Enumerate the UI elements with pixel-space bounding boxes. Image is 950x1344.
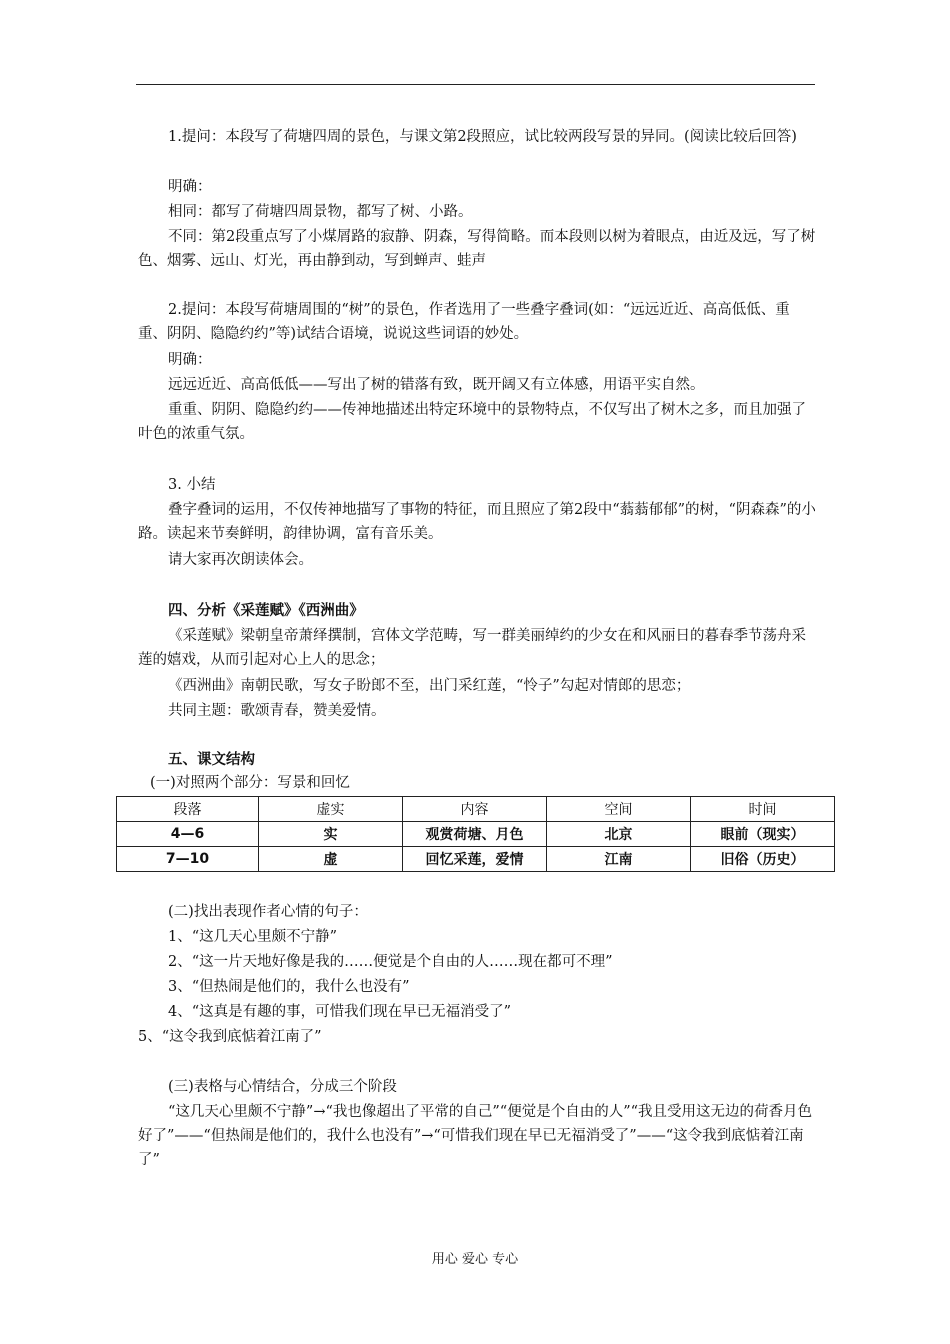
table-header: 内容 — [403, 797, 547, 822]
table-header: 虚实 — [259, 797, 403, 822]
answer-label-2: 明确： — [168, 352, 212, 368]
page-footer: 用心 爱心 专心 — [431, 1252, 519, 1267]
structure-subtitle-1: (一)对照两个部分：写景和回忆 — [150, 775, 350, 791]
summary-read: 请大家再次朗读体会。 — [168, 552, 313, 568]
question-1: 1.提问：本段写了荷塘四周的景色，与课文第2段照应，试比较两段写景的异同。(阅读比较后回答) — [168, 129, 797, 145]
structure-subtitle-3: (三)表格与心情结合，分成三个阶段 — [168, 1079, 397, 1095]
table-cell: 回忆采莲，爱情 — [403, 847, 547, 872]
list-item: 3、“但热闹是他们的，我什么也没有” — [168, 979, 410, 995]
answer-diff: 不同：第2段重点写了小煤屑路的寂静、阴森，写得简略。而本段则以树为着眼点，由近及远，写了树色、烟雾、远山、灯光，再由静到动，写到蝉声、蛙声 — [138, 229, 816, 269]
section-5-heading: 五、课文结构 — [168, 752, 255, 768]
list-item: 4、“这真是有趣的事，可惜我们现在早已无福消受了” — [168, 1004, 512, 1020]
answer-2-1: 远远近近、高高低低——写出了树的错落有致，既开阔又有立体感，用语平实自然。 — [168, 377, 705, 393]
list-item: 1、“这几天心里颇不宁静” — [168, 929, 338, 945]
answer-2-2: 重重、阴阴、隐隐约约——传神地描述出特定环境中的景物特点，不仅写出了树木之多，而且加强了叶色的浓重气氛。 — [138, 402, 806, 442]
table-header: 时间 — [691, 797, 835, 822]
table-cell: 7—10 — [117, 847, 259, 872]
list-item: 2、“这一片天地好像是我的……便觉是个自由的人……现在都可不理” — [168, 954, 613, 970]
answer-same: 相同：都写了荷塘四周景物，都写了树、小路。 — [168, 204, 473, 220]
structure-subtitle-2: (二)找出表现作者心情的句子： — [168, 904, 368, 920]
table-cell: 4—6 — [117, 822, 259, 847]
table-row — [117, 822, 835, 847]
table-header-row — [117, 797, 835, 822]
section-4-p2: 《西洲曲》南朝民歌，写女子盼郎不至，出门采红莲，“怜子”勾起对情郎的思恋； — [168, 678, 691, 694]
table-row — [117, 847, 835, 872]
stages-text: “这几天心里颇不宁静”→“我也像超出了平常的自己”“便觉是个自由的人”“我且受用这无边的荷香月色好了”——“但热闹是他们的，我什么也没有”→“可惜我们现在早已无福消受了”——“这令我到底惦着江南了” — [138, 1104, 813, 1168]
section-4-heading: 四、分析《采莲赋》《西洲曲》 — [168, 603, 364, 619]
list-item: 5、“这令我到底惦着江南了” — [138, 1029, 322, 1045]
table-header: 段落 — [117, 797, 259, 822]
table-cell: 虚 — [259, 847, 403, 872]
table-cell: 观赏荷塘、月色 — [403, 822, 547, 847]
header-rule — [136, 84, 815, 85]
table-cell: 眼前（现实） — [691, 822, 835, 847]
table-cell: 实 — [259, 822, 403, 847]
structure-table — [116, 796, 835, 872]
section-4-p1: 《采莲赋》梁朝皇帝萧绎撰制，宫体文学范畴，写一群美丽绰约的少女在和风丽日的暮春季节荡舟采莲的嬉戏，从而引起对心上人的思念； — [138, 628, 806, 668]
section-4-p3: 共同主题：歌颂青春，赞美爱情。 — [168, 703, 386, 719]
table-header: 空间 — [547, 797, 691, 822]
answer-label-1: 明确： — [168, 179, 212, 195]
table-cell: 北京 — [547, 822, 691, 847]
table-cell: 旧俗（历史） — [691, 847, 835, 872]
summary-text: 叠字叠词的运用，不仅传神地描写了事物的特征，而且照应了第2段中“蓊蓊郁郁”的树，“阴森森”的小路。读起来节奏鲜明，韵律协调，富有音乐美。 — [138, 502, 816, 542]
table-cell: 江南 — [547, 847, 691, 872]
summary-title: 3. 小结 — [168, 477, 216, 493]
question-2: 2.提问：本段写荷塘周围的“树”的景色，作者选用了一些叠字叠词(如：“远远近近、高高低低、重重、阴阴、隐隐约约”等)试结合语境，说说这些词语的妙处。 — [138, 302, 790, 342]
